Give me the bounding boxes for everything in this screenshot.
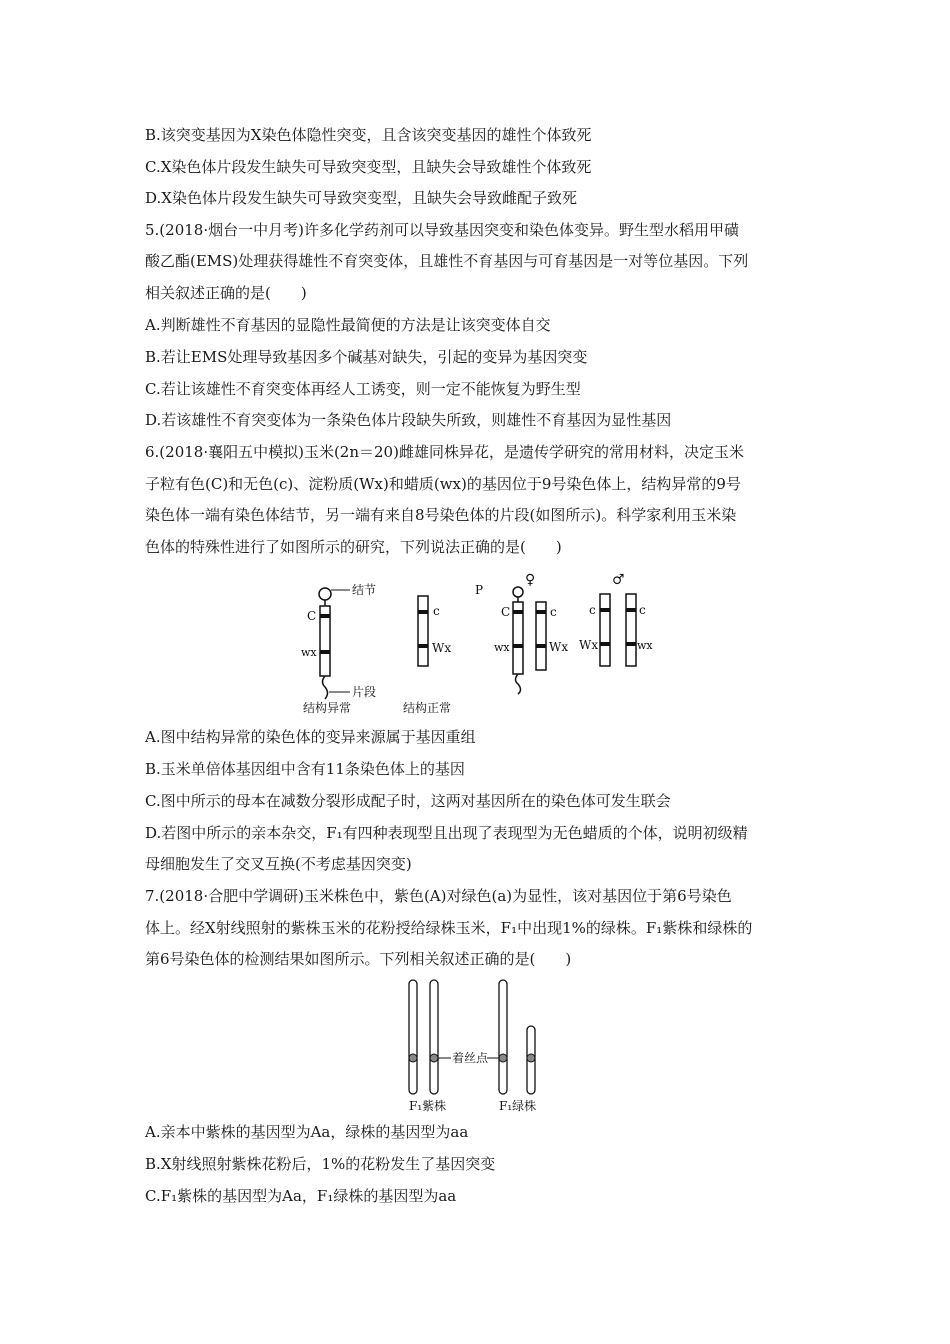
gene-Wx-2: Wx bbox=[549, 640, 569, 654]
option-5c: C.若让该雄性不育突变体再经人工诱变，则一定不能恢复为野生型 bbox=[145, 380, 581, 398]
female-normal-chromosome bbox=[536, 602, 546, 670]
normal-chromosome bbox=[418, 596, 428, 666]
question-6-line4: 色体的特殊性进行了如图所示的研究，下列说法正确的是( ) bbox=[145, 538, 562, 556]
question-6-line2: 子粒有色(C)和无色(c)、淀粉质(Wx)和蜡质(wx)的基因位于9号染色体上，结构异常的9号 bbox=[145, 475, 741, 493]
gene-Wx-1: Wx bbox=[432, 641, 452, 655]
gene-C-1: C bbox=[307, 609, 317, 623]
option-5a: A.判断雄性不育基因的显隐性最简便的方法是让该突变体自交 bbox=[145, 316, 551, 334]
gene-wx-2: wx bbox=[494, 641, 510, 654]
gene-c-4: c bbox=[639, 603, 646, 617]
label-f1-purple: F₁紫株 bbox=[409, 1099, 447, 1113]
option-4c: C.X染色体片段发生缺失可导致突变型，且缺失会导致雄性个体致死 bbox=[145, 158, 592, 176]
gene-c-1: c bbox=[433, 604, 440, 618]
question-7-line2: 体上。经X射线照射的紫株玉米的花粉授给绿株玉米，F₁中出现1%的绿株。F₁紫株和绿株的 bbox=[145, 919, 753, 937]
option-7c: C.F₁紫株的基因型为Aa，F₁绿株的基因型为aa bbox=[145, 1187, 457, 1205]
option-6b: B.玉米单倍体基因组中含有11条染色体上的基因 bbox=[145, 760, 465, 778]
label-abnormal: 结构异常 bbox=[303, 701, 352, 715]
option-6a: A.图中结构异常的染色体的变异来源属于基因重组 bbox=[145, 728, 476, 746]
option-5b: B.若让EMS处理导致基因多个碱基对缺失，引起的变异为基因突变 bbox=[145, 348, 588, 366]
male-chromosome-1 bbox=[600, 594, 610, 666]
female-abnormal-chromosome bbox=[513, 587, 523, 694]
question-7-line3: 第6号染色体的检测结果如图所示。下列相关叙述正确的是( ) bbox=[145, 950, 572, 968]
option-7a: A.亲本中紫株的基因型为Aa，绿株的基因型为aa bbox=[145, 1123, 469, 1141]
female-symbol: ♀ bbox=[525, 572, 536, 588]
gene-c-3: c bbox=[589, 603, 596, 617]
abnormal-chromosome bbox=[319, 588, 350, 699]
question-5-line3: 相关叙述正确的是( ) bbox=[145, 284, 307, 302]
green-chromosome-1 bbox=[499, 980, 507, 1094]
option-6d-line2: 母细胞发生了交叉互换(不考虑基因突变) bbox=[145, 855, 412, 873]
chromosome-figure-1 bbox=[295, 572, 665, 717]
male-symbol: ♂ bbox=[612, 572, 625, 588]
male-chromosome-2 bbox=[626, 594, 636, 666]
question-5-line2: 酸乙酯(EMS)处理获得雄性不育突变体，且雄性不育基因与可育基因是一对等位基因。下列 bbox=[145, 252, 749, 270]
purple-chromosome-1 bbox=[409, 980, 417, 1094]
label-centromere: 着丝点 bbox=[452, 1051, 489, 1065]
label-P: P bbox=[475, 583, 484, 597]
option-5d: D.若该雄性不育突变体为一条染色体片段缺失所致，则雄性不育基因为显性基因 bbox=[145, 411, 672, 429]
gene-c-2: c bbox=[550, 605, 557, 619]
question-5-line1: 5.(2018·烟台一中月考)许多化学药剂可以导致基因突变和染色体变异。野生型水稻用甲磺 bbox=[145, 221, 739, 239]
question-7-line1: 7.(2018·合肥中学调研)玉米株色中，紫色(A)对绿色(a)为显性，该对基因位于第6号染色 bbox=[145, 887, 732, 905]
gene-wx-3: wx bbox=[637, 639, 653, 652]
purple-chromosome-2 bbox=[430, 980, 438, 1094]
option-7b: B.X射线照射紫株花粉后，1%的花粉发生了基因突变 bbox=[145, 1155, 496, 1173]
gene-Wx-3: Wx bbox=[579, 638, 599, 652]
chromosome-figure-2 bbox=[395, 976, 555, 1116]
label-knob: 结节 bbox=[352, 583, 377, 597]
question-6-line3: 染色体一端有染色体结节，另一端有来自8号染色体的片段(如图所示)。科学家利用玉米染 bbox=[145, 506, 737, 524]
option-6c: C.图中所示的母本在减数分裂形成配子时，这两对基因所在的染色体可发生联会 bbox=[145, 792, 671, 810]
gene-C-2: C bbox=[501, 605, 511, 619]
label-f1-green: F₁绿株 bbox=[499, 1099, 537, 1113]
label-normal: 结构正常 bbox=[403, 701, 452, 715]
question-6-line1: 6.(2018·襄阳五中模拟)玉米(2n＝20)雌雄同株异花，是遗传学研究的常用材料，决定玉米 bbox=[145, 443, 744, 461]
option-6d-line1: D.若图中所示的亲本杂交，F₁有四种表现型且出现了表现型为无色蜡质的个体，说明初级精 bbox=[145, 824, 748, 842]
option-4b: B.该突变基因为X染色体隐性突变，且含该突变基因的雄性个体致死 bbox=[145, 126, 592, 144]
green-chromosome-2-shortened bbox=[527, 1026, 535, 1094]
label-fragment: 片段 bbox=[352, 685, 377, 699]
option-4d: D.X染色体片段发生缺失可导致突变型，且缺失会导致雌配子致死 bbox=[145, 189, 577, 207]
gene-wx-1: wx bbox=[301, 646, 317, 659]
